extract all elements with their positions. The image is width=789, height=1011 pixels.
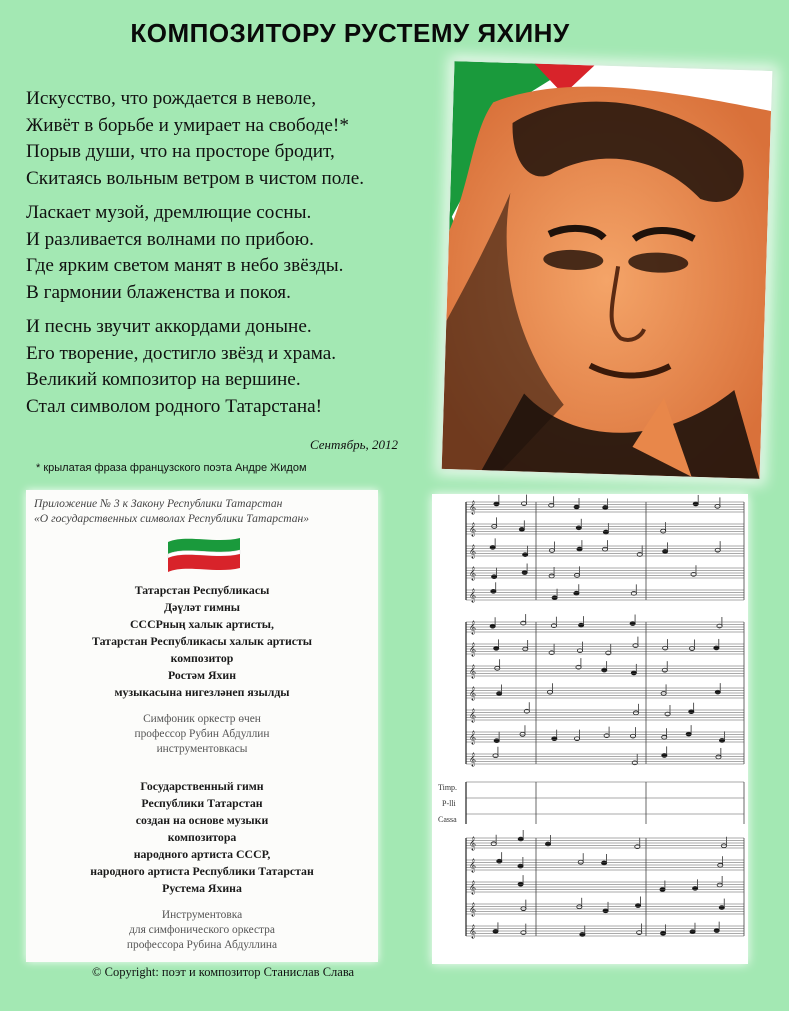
tatar-instrumentation-block [26,712,378,757]
note-head [716,755,721,759]
note-head [491,842,496,846]
clef-icon: 𝄞 [469,620,477,634]
note-head [549,503,554,507]
poem-line: Искусство, что рождается в неволе, [26,88,317,109]
portrait-image [442,61,773,479]
doc-line: народного артиста Республики Татарстан [90,864,314,878]
note-head [577,547,582,551]
note-head [663,646,668,650]
note-head [603,530,608,534]
clef-icon: 𝄞 [469,642,477,656]
note-head [631,671,636,675]
note-head [715,504,720,508]
note-head [715,690,720,694]
note-head [631,591,636,595]
document-appendix [34,496,374,526]
doc-line: Татарстан Республикасы [134,583,270,597]
appendix-line: «О государственных символах Республики Татарстан» [34,512,310,525]
note-head [719,738,724,742]
clef-icon: 𝄞 [469,708,477,722]
note-head [495,666,500,670]
note-head [602,861,607,865]
note-head [633,711,638,715]
music-score-notation [432,494,748,964]
anthem-document [26,490,378,962]
doc-line: композитор [170,651,234,665]
poem-line: И песнь звучит аккордами доныне. [26,316,312,337]
clef-icon: 𝄞 [469,686,477,700]
portrait-illustration [442,61,773,479]
clef-icon: 𝄞 [469,544,477,558]
note-head [574,591,579,595]
poem-stanza [26,314,446,420]
note-head [689,647,694,651]
note-head [574,737,579,741]
note-head [578,860,583,864]
clef-icon: 𝄞 [469,752,477,766]
note-head [717,883,722,887]
note-head [603,506,608,510]
note-head [549,549,554,553]
note-head [493,929,498,933]
note-head [661,529,666,533]
doc-line: Татарстан Республикасы халык артисты [92,634,312,648]
poem [26,86,446,428]
clef-icon: 𝄞 [469,522,477,536]
doc-line: Дәүләт гимны [163,600,241,614]
note-head [521,907,526,911]
clef-icon: 𝄞 [469,500,477,514]
instrument-label: Timp. [438,783,458,792]
clef-icon: 𝄞 [469,730,477,744]
note-head [521,502,526,506]
note-head [662,668,667,672]
note-head [630,734,635,738]
doc-line: Рустема Яхина [162,881,242,895]
poem-line: Скитаясь вольным ветром в чистом поле. [26,167,365,189]
poem-date: Сентябрь, 2012 [310,437,399,452]
poem-line: Его творение, достигло звёзд и храма. [26,342,337,364]
note-head [663,550,668,554]
copyright: © Copyright: поэт и композитор Станислав Слава [92,965,355,979]
note-head [579,623,584,627]
poem-line: И разливается волнами по прибою. [26,228,314,250]
doc-line: СССРның халык артисты, [130,617,274,631]
note-head [552,737,557,741]
note-head [547,690,552,694]
note-head [518,882,523,886]
instrument-label: Cassa [438,815,457,824]
note-head [721,844,726,848]
poem-stanza [26,86,446,192]
tatar-title-block [26,582,378,701]
doc-line: композитора [167,830,237,844]
doc-line: Симфоник оркестр өчен [143,713,261,725]
clef-icon: 𝄞 [469,664,477,678]
doc-line: музыкасына нигезләнеп язылды [114,685,290,699]
clef-icon: 𝄞 [469,836,477,850]
clef-icon: 𝄞 [469,588,477,602]
clef-icon: 𝄞 [469,880,477,894]
doc-line: Инструментовка [161,909,243,921]
note-head [521,931,526,935]
clef-icon: 𝄞 [469,924,477,938]
note-head [493,754,498,758]
note-head [490,624,495,628]
note-head [602,668,607,672]
clef-icon: 𝄞 [469,858,477,872]
poem-line: Стал символом родного Татарстана! [26,395,323,417]
russian-title-block [26,778,378,897]
note-head [522,571,527,575]
doc-line: Государственный гимн [140,779,264,793]
poem-line: Порыв души, что на просторе бродит, [26,141,335,162]
clef-icon: 𝄞 [469,566,477,580]
note-head [637,553,642,557]
note-head [494,502,499,506]
poem-line: Где ярким светом манят в небо звёзды. [26,255,344,276]
note-head [714,929,719,933]
poem-line: Живёт в борьбе и умирает на свободе!* [26,114,349,136]
music-score-image [432,494,748,964]
footnote: * крылатая фраза французского поэта Андре Жидом [36,462,307,474]
doc-line: инструментовкасы [156,743,248,755]
poem-line: В гармонии блаженства и покоя. [26,281,291,303]
note-head [577,649,582,653]
doc-line: Ростәм Яхин [167,668,237,682]
doc-line: профессора Рубина Абдуллина [126,939,278,951]
note-head [686,732,691,736]
note-head [661,692,666,696]
note-head [577,905,582,909]
note-head [497,692,502,696]
poem-line: Ласкает музой, дремлющие сосны. [26,202,312,223]
doc-line: создан на основе музыки [135,813,269,827]
poem-line: Великий композитор на вершине. [26,369,301,390]
note-head [693,502,698,506]
doc-line: профессор Рубин Абдуллин [134,728,270,740]
doc-line: для симфонического оркестра [129,924,275,936]
note-head [633,644,638,648]
note-head [690,930,695,934]
page-title: КОМПОЗИТОРУ РУСТЕМУ ЯХИНУ [130,18,570,48]
note-head [549,574,554,578]
tatarstan-flag-icon [166,534,242,576]
russian-instrumentation-block [26,908,378,953]
appendix-line: Приложение № 3 к Закону Республики Татарстан [34,497,283,510]
note-head [603,909,608,913]
note-head [494,646,499,650]
instrument-label: P-lli [442,799,456,808]
clef-icon: 𝄞 [469,902,477,916]
doc-line: Республики Татарстан [141,796,263,810]
poem-stanza [26,200,446,306]
note-head [689,710,694,714]
note-head [602,547,607,551]
doc-line: народного артиста СССР, [133,847,271,861]
note-head [519,527,524,531]
note-head [715,548,720,552]
